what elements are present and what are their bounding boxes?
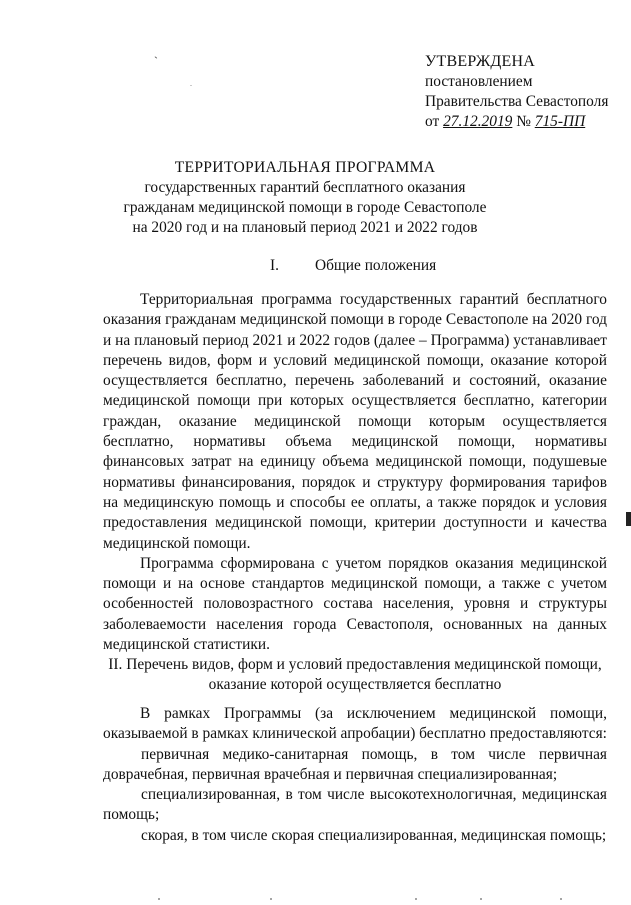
list-item: скорая, в том числе скорая специализированная, медицинская помощь; (141, 826, 607, 844)
document-title (100, 158, 510, 238)
approval-line-government: Правительства Севастополя (425, 93, 609, 110)
number-prefix: № (516, 113, 531, 130)
approval-line-decree: постановлением (425, 73, 533, 90)
scan-mark: . (190, 79, 192, 88)
decree-date: 27.12.2019 (443, 113, 513, 130)
section-1-number: I. (270, 257, 279, 274)
section-2-heading-line-1: II. Перечень видов, форм и условий предоставления медицинской помощи, (108, 656, 602, 673)
cut-off-text-traces (150, 898, 570, 901)
paragraph: Программа сформирована с учетом порядков оказания медицинской помощи и на основе стандартов медицинской помощи, а также с учетом особенностей половозрастного состава населения, уровня и структуры заболеваемости населения города Севастополя, основанных на данных медицинской статистики. (103, 554, 607, 654)
section-1-title: Общие положения (314, 257, 437, 274)
list-item: специализированная, в том числе высокотехнологичная, медицинская помощь; (103, 786, 607, 824)
section-1-body (103, 290, 607, 655)
section-2-heading-line-2: оказание которой осуществляется бесплатно (208, 676, 502, 693)
section-2-heading (100, 655, 610, 695)
approval-date-line (425, 112, 625, 132)
scan-mark: ` (154, 54, 158, 68)
list-item: первичная медико-санитарная помощь, в том числе первичная доврачебная, первичная врачебная и первичная специализированная; (103, 745, 607, 783)
title-line-4: на 2020 год и на плановый период 2021 и 2022 годов (132, 219, 478, 236)
scan-edge-mark (626, 512, 631, 526)
section-1-heading (270, 256, 436, 276)
paragraph: Территориальная программа государственных гарантий бесплатного оказания гражданам медицинской помощи в городе Севастополе на 2020 год и на плановый период 2021 и 2022 годов (далее – Программа) устанавливает перечень видов, форм и условий медицинской помощи, оказание которой осуществляется бесплатно, перечень заболеваний и состояний, оказание медицинской помощи при которых осуществляется бесплатно, категории граждан, оказание медицинской помощи которым осуществляется бесплатно, нормативы объема медицинской помощи, нормативы финансовых затрат на единицу объема медицинской помощи, подушевые нормативы финансирования, порядок и структуру формирования тарифов на медицинскую помощь и способы ее оплаты, а также порядок и условия предоставления медицинской помощи, критерии доступности и качества медицинской помощи. (103, 291, 607, 552)
paragraph: В рамках Программы (за исключением медицинской помощи, оказываемой в рамках клинической апробации) бесплатно предоставляются: (103, 705, 607, 743)
title-line-3: гражданам медицинской помощи в городе Севастополе (123, 199, 487, 216)
title-line-2: государственных гарантий бесплатного оказания (144, 179, 466, 196)
decree-number: 715-ПП (534, 113, 586, 130)
title-main: ТЕРРИТОРИАЛЬНАЯ ПРОГРАММА (174, 159, 436, 176)
date-prefix: от (425, 113, 440, 130)
approval-heading: УТВЕРЖДЕНА (425, 53, 536, 70)
approval-block (425, 52, 625, 132)
section-2-body (103, 704, 607, 846)
